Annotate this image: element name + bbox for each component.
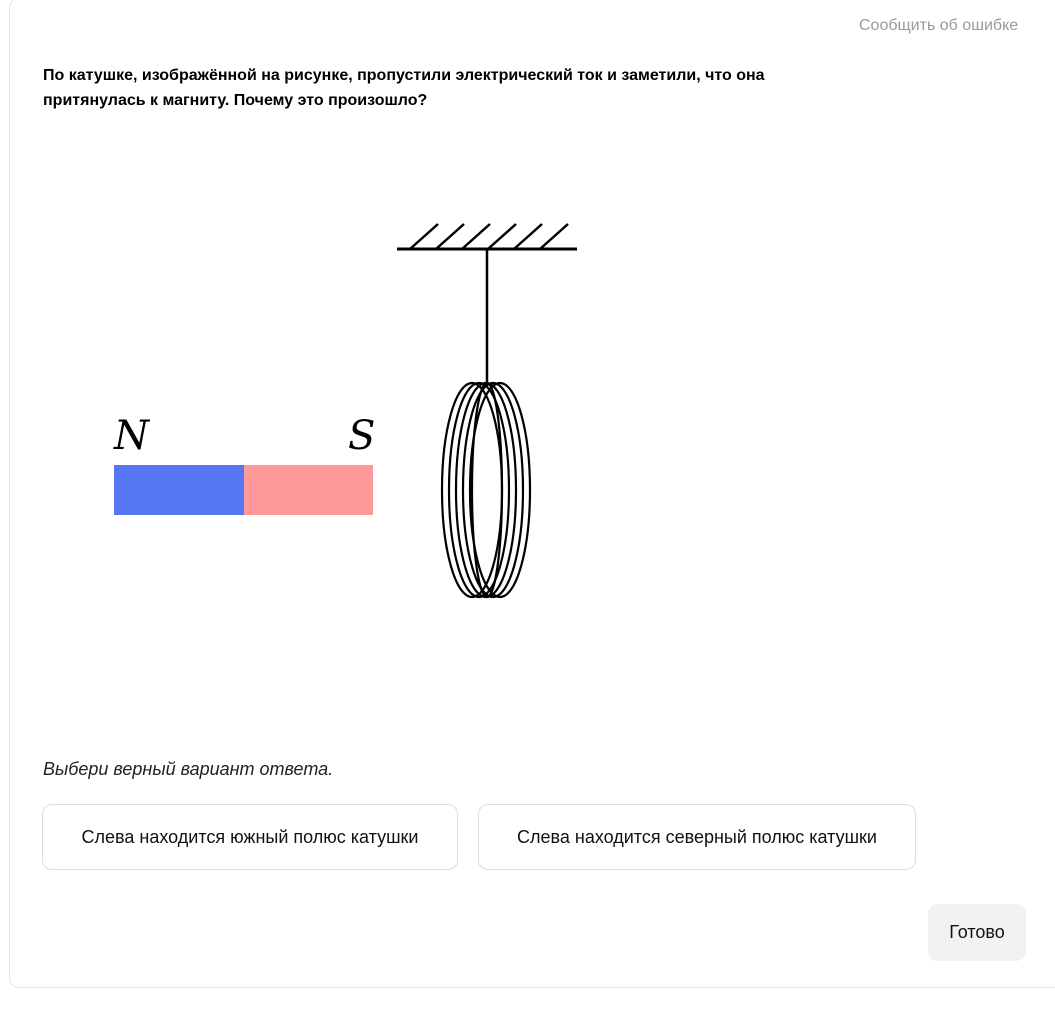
report-error-link[interactable]: Сообщить об ошибке [859,17,1019,34]
answer-option-south-pole[interactable] [42,804,458,870]
done-button[interactable]: Готово [928,904,1026,961]
answer-option-label: Слева находится южный полюс катушки [81,826,419,847]
answer-option-label: Слева находится северный полюс катушки [517,826,877,847]
south-pole-label: S [348,413,376,459]
north-pole-label: N [114,413,149,459]
answer-instruction: Выбери верный вариант ответа. [43,759,334,779]
question-text: По катушке, изображённой на рисунке, пропустили электрический ток и заметили, что она притянулась к магниту. Почему это произошло? [43,67,765,109]
answer-option-north-pole[interactable] [478,804,916,870]
